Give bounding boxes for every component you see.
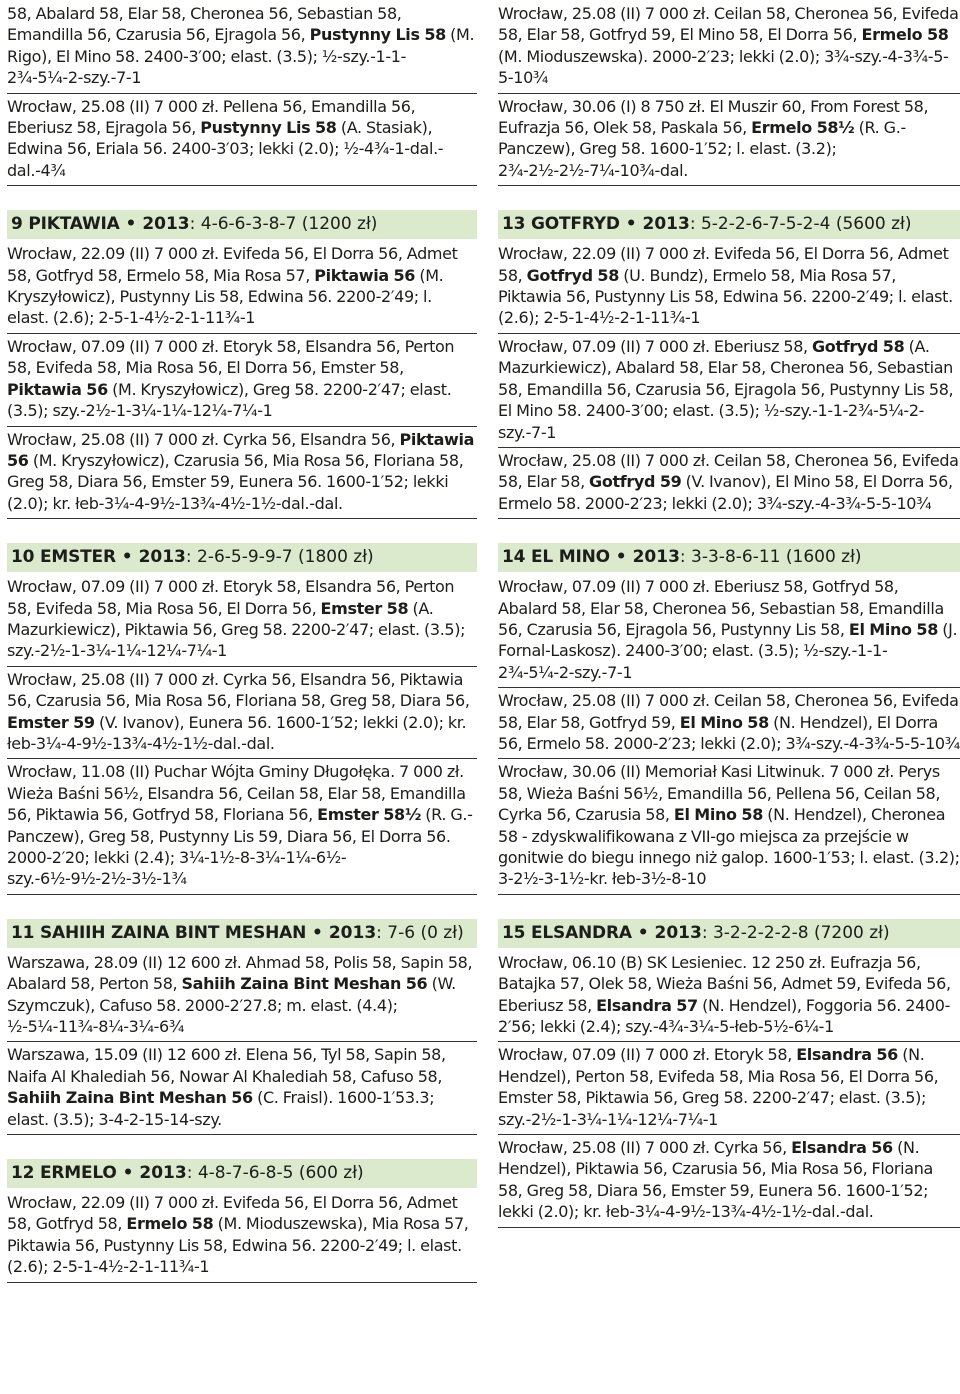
horse-highlight: Emster 59 (7, 712, 95, 732)
entry-text-after: (M. Mioduszewska). 2000-2′23; lekki (2.0); 3¾-szy.-4-3¾-5-5-10¾ (498, 46, 949, 88)
entry-text-before: Wrocław, 25.08 (II) 7 000 zł. Cyrka 56, (498, 1138, 792, 1158)
horse-title: 12 ERMELO (11, 1163, 117, 1184)
entry-text-after: (V. Ivanov), Eunera 56. 1600-1′52; lekki (2.0); kr. łeb-3¼-4-9½-13¾-4½-1½-dal.-dal. (7, 712, 467, 753)
header-separator: • (115, 547, 139, 568)
entry-text-after: (U. Bundz), Ermelo 58, Mia Rosa 57, Piktawia 56, Pustynny Lis 58, Edwina 56. 2200-2′49; l. elast. (2.6); 2-5-1-4½-2-1-11¾-1 (498, 265, 953, 328)
horse-highlight: Piktawia 56 (314, 265, 416, 285)
horse-block (7, 543, 477, 895)
entry-text-before: Wrocław, 22.09 (II) 7 000 zł. Evifeda 56, El Dorra 56, Admet 58, Gotfryd 58, (7, 1193, 458, 1234)
race-entry (498, 243, 960, 334)
entry-text-before: Wrocław, 25.08 (II) 7 000 zł. Cyrka 56, Elsandra 56, Piktawia 56, Czarusia 56, Mia Rosa 56, Floriana 58, Greg 58, Diara 56, (7, 669, 470, 711)
horse-highlight: Sahiih Zaina Bint Meshan 56 (7, 1088, 253, 1108)
entry-text-after: (N. Hendzel), Piktawia 56, Czarusia 56, Mia Rosa 56, Floriana 58, Greg 58, Diara 56, Emster 59, Eunera 56. 1600-1′52; lekki (2.0); kr. łeb-3¼-4-9½-13¾-4½-1½-dal.-dal. (498, 1138, 933, 1222)
horse-form: : 7-6 (0 zł) (376, 922, 464, 943)
horse-title: 13 GOTFRYD (502, 214, 620, 235)
entry-text-after: (N. Hendzel), El Dorra 56, Ermelo 58. 2000-2′23; lekki (2.0); 3¾-szy.-4-3¾-5-5-10¾ (498, 712, 960, 753)
race-entry (498, 952, 960, 1043)
entry-text-after: (A. Stasiak), Edwina 56, Eriala 56. 2400-3′03; lekki (2.0); ½-4¾-1-dal.-dal.-4¾ (7, 118, 444, 180)
horse-highlight: Piktawia 56 (7, 379, 108, 399)
entry-text-after: (A. Mazurkiewicz), Piktawia 56, Greg 58. 2200-2′47; elast. (3.5); szy.-2½-1-3¼-1¼-12¼-7¼-1 (7, 598, 466, 661)
horse-highlight: Gotfryd 58 (812, 336, 905, 356)
entry-text-after: (R. G.-Panczew), Greg 58. 1600-1′52; l. elast. (3.2); 2¾-2½-2½-7¼-10¾-dal. (498, 118, 906, 180)
entry-text-after: (J. Fornal-Laskosz). 2400-3′00; elast. (3.5); ½-szy.-1-1-2¾-5¼-2-szy.-7-1 (498, 619, 958, 682)
entry-text-after: (N. Hendzel), Foggoria 56. 2400-2′56; lekki (2.4); szy.-4¾-3¼-5-łeb-5½-6¼-1 (498, 995, 950, 1037)
horse-highlight: El Mino 58 (848, 619, 938, 639)
race-entry (7, 576, 477, 667)
horse-header (7, 1159, 477, 1188)
race-entry (7, 759, 477, 894)
horse-highlight: Elsandra 57 (596, 995, 698, 1015)
entry-text-before: Wrocław, 07.09 (II) 7 000 zł. Etoryk 58, Elsandra 56, Perton 58, Evifeda 58, Mia Rosa 56, El Dorra 56, Emster 58, (7, 336, 455, 378)
entry-text-after: (C. Fraisl). 1600-1′53.3; elast. (3.5); 3-4-2-15-14-szy. (7, 1088, 435, 1129)
horse-year: 2013 (654, 922, 702, 943)
horse-title: 11 SAHIIH ZAINA BINT MESHAN (11, 922, 307, 943)
continuation-block (7, 3, 477, 186)
horse-highlight: Pustynny Lis 58 (200, 118, 337, 138)
race-entry (7, 3, 477, 94)
race-entry (7, 243, 477, 334)
entry-text-before: Wrocław, 25.08 (II) 7 000 zł. Ceilan 58, Cheronea 56, Evifeda 58, Elar 58, Gotfryd 59, (498, 691, 959, 732)
horse-form: : 4-8-7-6-8-5 (600 zł) (186, 1163, 364, 1184)
entry-text-after: (V. Ivanov), El Mino 58, El Dorra 56, Ermelo 58. 2000-2′23; lekki (2.0); 3¾-szy.-4-3¾-5-5-10¾ (498, 472, 953, 513)
race-entry (498, 94, 960, 187)
entry-text-before: Wrocław, 25.08 (II) 7 000 zł. Cyrka 56, Elsandra 56, (7, 429, 400, 449)
entry-text-after: (W. Szymczuk), Cafuso 58. 2000-2′27.8; m. elast. (4.4); ½-5¼-11¾-8¼-3¼-6¾ (7, 974, 456, 1037)
entry-text-after: (M. Kryszyłowicz), Greg 58. 2200-2′47; elast. (3.5); szy.-2½-1-3¼-1¼-12¼-7¼-1 (7, 379, 452, 421)
horse-highlight: Ermelo 58 (126, 1214, 214, 1234)
entry-text-before: 58, Abalard 58, Elar 58, Cheronea 56, Sebastian 58, Emandilla 56, Czarusia 56, Ejragola 56, (7, 4, 402, 45)
race-entry (498, 334, 960, 448)
left-column (7, 0, 477, 1394)
entry-text-before: Wrocław, 06.10 (B) SK Lesieniec. 12 250 zł. Eufrazja 56, Batajka 57, Olek 58, Wieża Baśni 56, Admet 59, Evifeda 56, Eberiusz 58, (498, 952, 951, 1015)
entry-text-after: (M. Mioduszewska), Mia Rosa 57, Piktawia 56, Pustynny Lis 58, Edwina 56. 2200-2′49; l. elast. (2.6); 2-5-1-4½-2-1-11¾-1 (7, 1214, 469, 1277)
right-column (498, 0, 960, 1394)
race-entry (7, 952, 477, 1043)
entry-text-before: Wrocław, 07.09 (II) 7 000 zł. Etoryk 58, Elsandra 56, Perton 58, Evifeda 58, Mia Rosa 56, El Dorra 56, (7, 577, 455, 618)
race-entry (498, 1042, 960, 1135)
horse-highlight: Gotfryd 59 (589, 472, 682, 492)
entry-text-after: (R. G.-Panczew), Greg 58, Pustynny Lis 59, Diara 56, El Dorra 56. 2000-2′20; lekki (2.4); 3¼-1½-8-3¼-1¼-6½-szy.-6½-9½-2½-3½-1¾ (7, 805, 473, 889)
entry-text-before: Wrocław, 22.09 (II) 7 000 zł. Evifeda 56, El Dorra 56, Admet 58, (498, 244, 949, 285)
race-entry (7, 427, 477, 520)
entry-text-before: Wrocław, 22.09 (II) 7 000 zł. Evifeda 56, El Dorra 56, Admet 58, Gotfryd 58, Ermelo 58, Mia Rosa 57, (7, 244, 458, 285)
entry-text-before: Wrocław, 25.08 (II) 7 000 zł. Ceilan 58, Cheronea 56, Evifeda 58, Elar 58, Gotfryd 59, El Mino 58, El Dorra 56, (498, 4, 959, 45)
horse-header (498, 919, 960, 948)
entry-text-after: (M. Kryszyłowicz), Czarusia 56, Mia Rosa 56, Floriana 58, Greg 58, Diara 56, Emster 59, Eunera 56. 1600-1′52; lekki (2.0); kr. łeb-3¼-4-9½-13¾-4½-1½-dal.-dal. (7, 450, 464, 513)
header-separator: • (119, 214, 143, 235)
horse-form: : 4-6-6-3-8-7 (1200 zł) (189, 214, 378, 235)
horse-year: 2013 (138, 547, 186, 568)
entry-text-after: (M. Kryszyłowicz), Pustynny Lis 58, Edwina 56. 2200-2′49; l. elast. (2.6); 2-5-1-4½-2-1-11¾-1 (7, 265, 444, 328)
horse-highlight: Ermelo 58 (861, 25, 949, 45)
horse-highlight: El Mino 58 (679, 712, 769, 732)
horse-header (498, 210, 960, 239)
horse-header (7, 919, 477, 948)
horse-year: 2013 (328, 922, 377, 943)
race-entry (7, 1192, 477, 1283)
race-entry (7, 1042, 477, 1135)
horse-year: 2013 (139, 1163, 187, 1184)
horse-header (7, 543, 477, 572)
horse-form: : 3-3-8-6-11 (1600 zł) (679, 547, 862, 568)
race-entry (7, 94, 477, 187)
header-separator: • (116, 1163, 140, 1184)
entry-text-before: Wrocław, 25.08 (II) 7 000 zł. Pellena 56, Emandilla 56, Eberiusz 58, Ejragola 56, (7, 96, 416, 138)
horse-title: 10 EMSTER (11, 547, 116, 568)
entry-text-before: Wrocław, 30.06 (I) 8 750 zł. El Muszir 60, From Forest 58, Eufrazja 56, Olek 58, Paskala 56, (498, 96, 929, 138)
header-separator: • (619, 214, 643, 235)
entry-text-after: (A. Mazurkiewicz), Abalard 58, Elar 58, Cheronea 56, Sebastian 58, Emandilla 56, Czarusia 56, Ejragola 56, Pustynny Lis 58, El Mino 58. 2400-3′00; elast. (3.5); ½-szy.-1-1-2¾-5¼-2-szy.-7-1 (498, 336, 954, 442)
horse-block (498, 543, 960, 895)
horse-header (7, 210, 477, 239)
horse-highlight: Gotfryd 58 (526, 265, 619, 285)
entry-text-after: (N. Hendzel), Cheronea 58 - zdyskwalifikowana z VII-go miejsca za przejście w gonitwie do biegu innego niż galop. 1600-1′53; l. elast. (3.2); 3-2½-3-1½-kr. łeb-3½-8-10 (498, 805, 960, 889)
race-entry (498, 1135, 960, 1228)
horse-block (7, 210, 477, 519)
horse-block (7, 1159, 477, 1283)
horse-header (498, 543, 960, 572)
horse-form: : 5-2-2-6-7-5-2-4 (5600 zł) (689, 214, 912, 235)
horse-block (498, 210, 960, 519)
entry-text-before: Wrocław, 07.09 (II) 7 000 zł. Etoryk 58, (498, 1045, 797, 1065)
horse-highlight: Elsandra 56 (796, 1045, 898, 1065)
header-separator: • (631, 922, 655, 943)
race-entry (7, 334, 477, 427)
horse-title: 14 EL MINO (502, 547, 610, 568)
horse-title: 15 ELSANDRA (502, 922, 632, 943)
entry-text-before: Warszawa, 15.09 (II) 12 600 zł. Elena 56, Tyl 58, Sapin 58, Naifa Al Khalediah 56, Nowar Al Khalediah 58, Cafuso 58, (7, 1045, 446, 1086)
horse-highlight: Elsandra 56 (791, 1138, 893, 1158)
horse-highlight: El Mino 58 (673, 805, 763, 825)
entry-text-before: Warszawa, 28.09 (II) 12 600 zł. Ahmad 58, Polis 58, Sapin 58, Abalard 58, Perton 58, (7, 952, 473, 994)
entry-text-after: (M. Rigo), El Mino 58. 2400-3′00; elast. (3.5); ½-szy.-1-1-2¾-5¼-2-szy.-7-1 (7, 25, 475, 88)
entry-text-before: Wrocław, 25.08 (II) 7 000 zł. Ceilan 58, Cheronea 56, Evifeda 58, Elar 58, (498, 450, 959, 492)
horse-block (7, 919, 477, 1135)
race-entry (7, 667, 477, 760)
horse-year: 2013 (642, 214, 690, 235)
race-entry (498, 759, 960, 894)
continuation-block (498, 3, 960, 186)
entry-text-before: Wrocław, 07.09 (II) 7 000 zł. Eberiusz 58, Gotfryd 58, Abalard 58, Elar 58, Cheronea 56, Sebastian 58, Emandilla 56, Czarusia 56, Ejragola 56, Pustynny Lis 58, (498, 577, 944, 639)
horse-title: 9 PIKTAWIA (11, 214, 120, 235)
horse-form: : 3-2-2-2-2-8 (7200 zł) (701, 922, 890, 943)
horse-highlight: Pustynny Lis 58 (309, 25, 446, 45)
entry-text-before: Wrocław, 11.08 (II) Puchar Wójta Gminy Długołęka. 7 000 zł. Wieża Baśni 56½, Elsandra 56, Ceilan 58, Elar 58, Emandilla 56, Piktawia 56, Gotfryd 58, Floriana 56, (7, 762, 466, 825)
header-separator: • (609, 547, 633, 568)
header-separator: • (306, 922, 329, 943)
entry-text-before: Wrocław, 07.09 (II) 7 000 zł. Eberiusz 58, (498, 336, 813, 356)
horse-highlight: Piktawia 56 (7, 429, 475, 470)
horse-form: : 2-6-5-9-9-7 (1800 zł) (185, 547, 374, 568)
entry-text-after: (N. Hendzel), Perton 58, Evifeda 58, Mia Rosa 56, El Dorra 56, Emster 58, Piktawia 56, Greg 58. 2200-2′47; elast. (3.5); szy.-2½-1-3¼-1¼-12¼-7¼-1 (498, 1045, 939, 1129)
race-entry (498, 3, 960, 94)
horse-highlight: Emster 58 (320, 598, 409, 618)
race-entry (498, 448, 960, 519)
race-entry (498, 688, 960, 759)
race-entry (498, 576, 960, 688)
horse-year: 2013 (632, 547, 680, 568)
horse-highlight: Sahiih Zaina Bint Meshan 56 (181, 974, 428, 994)
entry-text-before: Wrocław, 30.06 (II) Memoriał Kasi Litwinuk. 7 000 zł. Perys 58, Wieża Baśni 56½, Emandilla 56, Pellena 56, Ceilan 58, Cyrka 56, Czarusia 58, (498, 762, 941, 825)
horse-highlight: Ermelo 58½ (751, 118, 855, 138)
horse-highlight: Emster 58½ (317, 805, 422, 825)
horse-year: 2013 (142, 214, 190, 235)
horse-block (498, 919, 960, 1228)
